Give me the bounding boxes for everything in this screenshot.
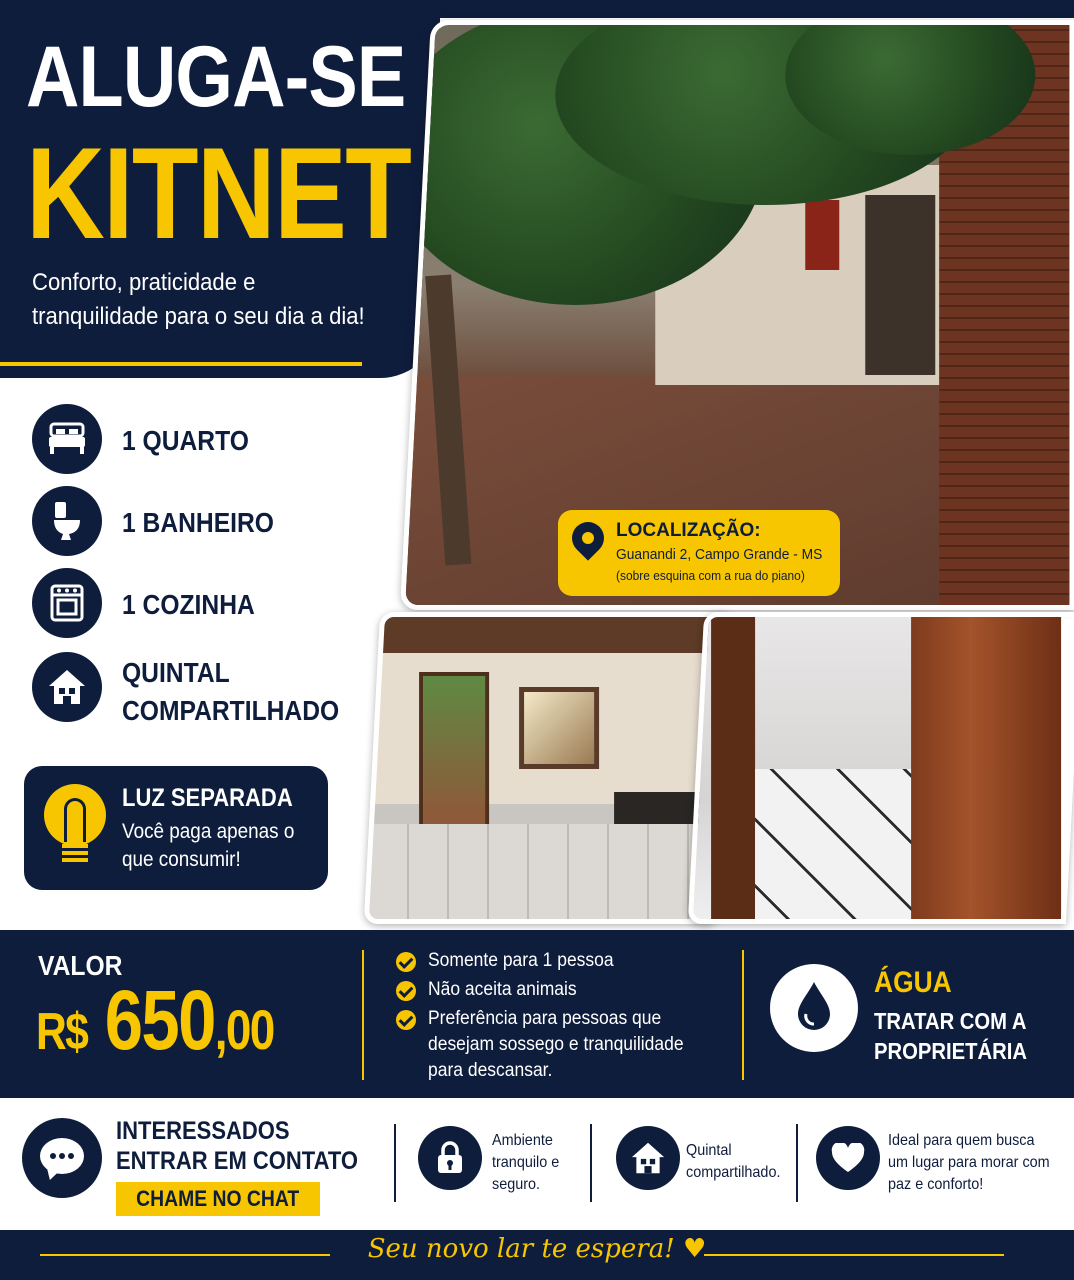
check-icon (396, 981, 416, 1001)
water-title: ÁGUA (874, 966, 952, 999)
water-divider (742, 950, 744, 1080)
rule-item: Não aceita animais (396, 977, 736, 1003)
location-address: Guanandi 2, Campo Grande - MS (616, 546, 823, 563)
subtitle: Conforto, praticidade e tranquilidade para o seu dia a dia! (32, 269, 365, 330)
heart-icon: ♥ (682, 1234, 707, 1264)
room-photo (688, 612, 1074, 924)
location-badge (558, 510, 840, 596)
water-description: TRATAR COM A PROPRIETÁRIA (874, 1008, 1027, 1064)
feature-quintal-line2: COMPARTILHADO (122, 695, 340, 726)
heart-icon (816, 1126, 880, 1190)
feature-quintal-line1: QUINTAL (122, 657, 230, 688)
feature-banheiro: 1 BANHEIRO (122, 507, 274, 538)
hero-underline (0, 362, 362, 366)
valor-label: VALOR (38, 950, 123, 981)
title-aluga-se: ALUGA-SE (26, 29, 406, 125)
feature-quintal (122, 654, 339, 730)
price-amount: 650 (104, 973, 215, 1067)
price-value (36, 972, 274, 1069)
price-cents: ,00 (214, 998, 274, 1061)
luz-separada-box (24, 766, 328, 890)
benefit-secure: Ambiente tranquilo e seguro. (492, 1132, 560, 1193)
chat-button-label: CHAME NO CHAT (136, 1186, 300, 1211)
luz-title: LUZ SEPARADA (122, 784, 293, 812)
price-currency: R$ (36, 1003, 88, 1061)
bed-icon (32, 404, 102, 474)
check-icon (396, 952, 416, 972)
water-drop-icon (770, 964, 858, 1052)
chat-button[interactable] (116, 1182, 320, 1216)
toilet-icon (32, 486, 102, 556)
contact-title: INTERESSADOS ENTRAR EM CONTATO (116, 1117, 358, 1175)
contact-divider (394, 1124, 396, 1202)
benefit-divider (590, 1124, 592, 1202)
price-divider (362, 950, 364, 1080)
lightbulb-base (62, 844, 88, 864)
chat-icon (22, 1118, 102, 1198)
lock-icon (418, 1126, 482, 1190)
luz-description: Você paga apenas o que consumir! (122, 820, 295, 871)
check-icon (396, 1010, 416, 1030)
chat-bubble (40, 1138, 84, 1174)
location-title: LOCALIZAÇÃO: (616, 520, 761, 541)
stove-icon (32, 568, 102, 638)
benefit-divider (796, 1124, 798, 1202)
house-icon (32, 652, 102, 722)
rule-item: Preferência para pessoas que desejam sossego e tranquilidade para descansar. (396, 1006, 736, 1084)
top-strip (440, 0, 1074, 18)
lightbulb-filament (64, 798, 86, 842)
footer-slogan (0, 1234, 1074, 1264)
title-kitnet: KITNET (26, 120, 411, 266)
rule-item: Somente para 1 pessoa (396, 948, 736, 974)
location-note: (sobre esquina com a rua do piano) (616, 568, 805, 583)
rules-list (396, 948, 736, 1087)
kitchen-photo (364, 612, 736, 924)
benefit-ideal: Ideal para quem busca um lugar para morar com paz e conforto! (888, 1132, 1050, 1193)
feature-cozinha: 1 COZINHA (122, 589, 255, 620)
slogan-text: Seu novo lar te espera! (367, 1234, 675, 1264)
benefit-quintal: Quintal compartilhado. (686, 1142, 781, 1181)
location-pin-icon (565, 515, 610, 560)
feature-quarto: 1 QUARTO (122, 425, 249, 456)
house-icon (616, 1126, 680, 1190)
